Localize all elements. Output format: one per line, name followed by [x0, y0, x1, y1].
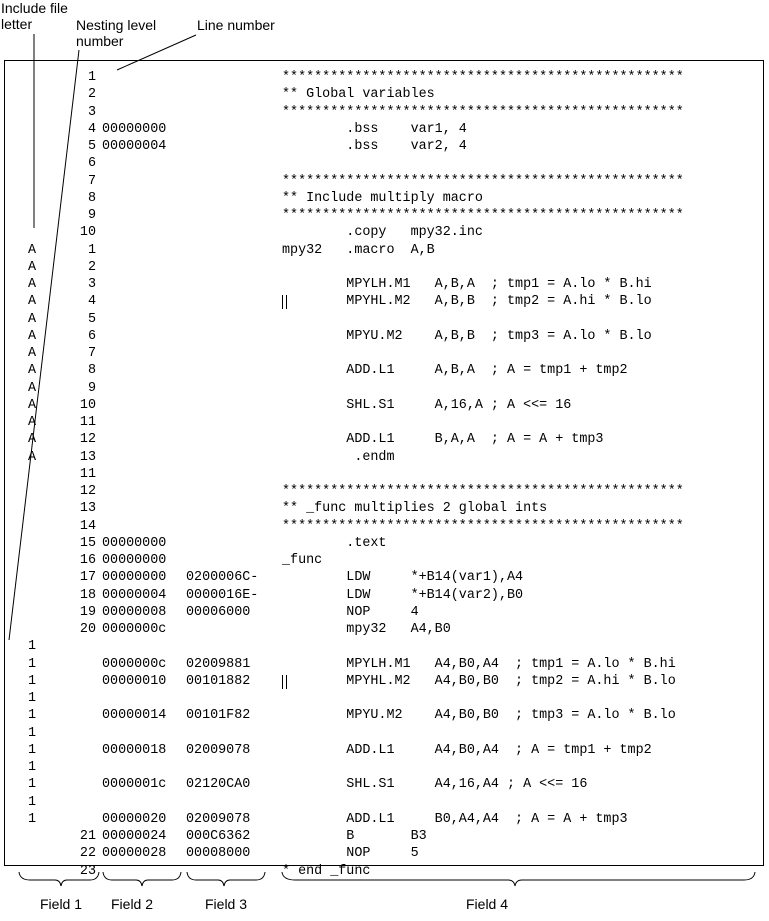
field-2-value: 00000018: [102, 742, 167, 758]
field-4-source: MPYU.M2 A,B,B ; tmp3 = A.lo * B.lo: [282, 328, 652, 344]
include-file-letter: A: [28, 397, 37, 413]
field-4-source: .bss var2, 4: [282, 139, 467, 154]
field-2-value: 00000010: [102, 673, 167, 689]
field-4-source: NOP 4: [282, 604, 419, 620]
field-4-source: ** Include multiply macro: [282, 190, 483, 206]
line-number: 23: [79, 863, 96, 879]
include-file-letter: 1: [28, 691, 37, 706]
field-4-source: .text: [282, 535, 387, 551]
include-file-letter-line-1: Include file: [1, 0, 68, 16]
line-number: 10: [79, 397, 96, 413]
include-file-letter: A: [28, 294, 37, 310]
line-number: 1: [87, 242, 96, 258]
field-4-source: **************************************************: [282, 173, 684, 189]
parallel-bars-icon: [282, 675, 283, 689]
field-4-source: ADD.L1 A4,B0,A4 ; A = tmp1 + tmp2: [282, 742, 652, 758]
field-3-value: 00006000: [186, 604, 251, 620]
line-number: 2: [87, 87, 96, 103]
parallel-bars-icon: [286, 675, 287, 689]
field-2-value: 00000004: [102, 139, 167, 154]
field-3-value: 0000016E-: [186, 587, 259, 603]
include-file-letter: 1: [28, 656, 37, 672]
parallel-bars-icon: [282, 295, 283, 309]
field-3-value: 00101F82: [186, 708, 251, 724]
field-4-source: **************************************************: [282, 518, 684, 534]
line-number: 6: [87, 156, 96, 172]
nesting-level-number-line-2: number: [76, 33, 124, 49]
line-number: 12: [79, 432, 96, 448]
field-3-value: 00101882: [186, 673, 251, 689]
field-2-value: 00000000: [102, 570, 167, 586]
field-4-source: * end _func: [282, 863, 371, 879]
field-4-source: ADD.L1 B0,A4,A4 ; A = A + tmp3: [282, 811, 628, 827]
field-4-source: NOP 5: [282, 846, 419, 862]
field-4-source: **************************************************: [282, 104, 684, 120]
line-number: 5: [87, 139, 96, 154]
line-number: 15: [79, 535, 96, 551]
field-2-value: 00000028: [102, 846, 167, 862]
field-4-source: MPYLH.M1 A4,B0,A4 ; tmp1 = A.lo * B.hi: [282, 656, 676, 672]
line-number: 4: [87, 294, 96, 310]
field-3-value: 0200006C-: [186, 570, 259, 586]
field-3-value: 02009078: [186, 811, 251, 827]
include-file-letter: A: [28, 242, 37, 258]
field-2-value: 00000008: [102, 604, 167, 620]
line-number: 13: [79, 449, 96, 465]
line-number: 20: [79, 622, 96, 637]
field-4-source: ADD.L1 B,A,A ; A = A + tmp3: [282, 432, 604, 448]
field-2-value: 00000000: [102, 535, 167, 551]
line-number: 19: [79, 604, 96, 620]
field-4-source: ADD.L1 A,B,A ; A = tmp1 + tmp2: [282, 363, 628, 379]
field-2-value: 00000000: [102, 553, 167, 568]
field-2-value: 00000014: [102, 708, 167, 724]
line-number: 7: [87, 346, 96, 361]
line-number: 11: [79, 415, 96, 430]
field-4-source: **************************************************: [282, 208, 684, 223]
line-number-leader: [117, 35, 196, 70]
field-4-source: .copy mpy32.inc: [282, 225, 483, 241]
line-number: 14: [79, 518, 96, 534]
field-4-source: .endm: [282, 449, 395, 465]
include-file-letter: 1: [28, 794, 37, 810]
include-file-letter: A: [28, 311, 37, 327]
field-4-source: mpy32 .macro A,B: [282, 242, 435, 258]
include-file-letter: A: [28, 415, 37, 430]
line-number: 4: [87, 121, 96, 137]
field-4-source: **************************************************: [282, 484, 684, 499]
field-4-source: B B3: [282, 829, 427, 844]
field-3-value: 02120CA0: [186, 777, 251, 793]
line-number: 6: [87, 328, 96, 344]
include-file-letter: 1: [28, 760, 37, 775]
field-4-label: Field 4: [466, 896, 509, 912]
field-2-brace: [103, 872, 181, 886]
include-file-letter: 1: [28, 725, 37, 741]
line-number-label: Line number: [197, 17, 275, 33]
field-3-value: 02009078: [186, 742, 251, 758]
field-4-source: SHL.S1 A4,16,A4 ; A <<= 16: [282, 777, 588, 793]
line-number: 8: [87, 363, 96, 379]
nesting-level-number-line-1: Nesting level: [76, 17, 157, 33]
include-file-letter: A: [28, 432, 37, 448]
field-2-value: 0000001c: [102, 777, 167, 793]
line-number: 5: [87, 311, 96, 327]
field-4-source: .bss var1, 4: [282, 121, 467, 137]
include-file-letter: A: [28, 277, 37, 292]
line-number: 21: [79, 829, 96, 844]
line-number: 11: [79, 466, 96, 482]
line-number: 16: [79, 553, 96, 568]
line-number: 8: [87, 190, 96, 206]
line-number: 22: [79, 846, 96, 862]
field-2-value: 00000004: [102, 587, 167, 603]
field-3-value: 000C6362: [186, 829, 251, 844]
field-4-source: SHL.S1 A,16,A ; A <<= 16: [282, 397, 572, 413]
include-file-letter: A: [28, 346, 37, 361]
line-number: 3: [87, 277, 96, 292]
field-2-value: 00000020: [102, 811, 167, 827]
include-file-letter: A: [28, 259, 37, 275]
field-4-source: ** Global variables: [282, 87, 435, 103]
include-file-letter: 1: [28, 777, 37, 793]
line-number: 13: [79, 501, 96, 517]
field-4-source: MPYLH.M1 A,B,A ; tmp1 = A.lo * B.hi: [282, 277, 652, 292]
include-file-letter: 1: [28, 742, 37, 758]
line-number: 1: [87, 70, 96, 85]
line-number: 3: [87, 104, 96, 120]
include-file-letter: A: [28, 449, 37, 465]
include-file-letter: 1: [28, 708, 37, 724]
field-2-value: 00000024: [102, 829, 167, 844]
include-file-letter: 1: [28, 811, 37, 827]
field-2-value: 00000000: [102, 121, 167, 137]
field-4-source: MPYHL.M2 A,B,B ; tmp2 = A.hi * B.lo: [282, 294, 652, 310]
include-file-letter-line-2: letter: [1, 16, 33, 32]
field-3-value: 02009881: [186, 656, 251, 672]
line-number: 9: [87, 208, 96, 223]
line-number: 9: [87, 380, 96, 396]
field-3-brace: [187, 872, 265, 886]
parallel-bars-icon: [286, 295, 287, 309]
field-2-value: 0000000c: [102, 656, 167, 672]
include-file-letter: 1: [28, 639, 37, 655]
field-4-source: LDW *+B14(var1),A4: [282, 570, 524, 586]
field-1-label: Field 1: [40, 896, 83, 912]
include-file-letter: A: [28, 363, 37, 379]
include-file-letter: A: [28, 328, 37, 344]
field-4-source: **************************************************: [282, 70, 684, 85]
include-file-letter: A: [28, 380, 37, 396]
line-number: 7: [87, 173, 96, 189]
line-number: 12: [79, 484, 96, 499]
field-4-source: ** _func multiplies 2 global ints: [282, 501, 548, 517]
line-number: 17: [79, 570, 96, 586]
line-number: 2: [87, 259, 96, 275]
field-4-source: MPYHL.M2 A4,B0,B0 ; tmp2 = A.hi * B.lo: [282, 673, 676, 689]
field-4-source: MPYU.M2 A4,B0,B0 ; tmp3 = A.lo * B.lo: [282, 708, 676, 724]
field-2-value: 0000000c: [102, 622, 167, 637]
field-3-value: 00008000: [186, 846, 251, 862]
line-number: 10: [79, 225, 96, 241]
include-file-letter: 1: [28, 673, 37, 689]
field-4-source: _func: [282, 553, 323, 568]
field-2-label: Field 2: [111, 896, 154, 912]
field-4-source: mpy32 A4,B0: [282, 622, 451, 637]
field-3-label: Field 3: [205, 896, 248, 912]
field-4-source: LDW *+B14(var2),B0: [282, 587, 524, 603]
line-number: 18: [79, 587, 96, 603]
